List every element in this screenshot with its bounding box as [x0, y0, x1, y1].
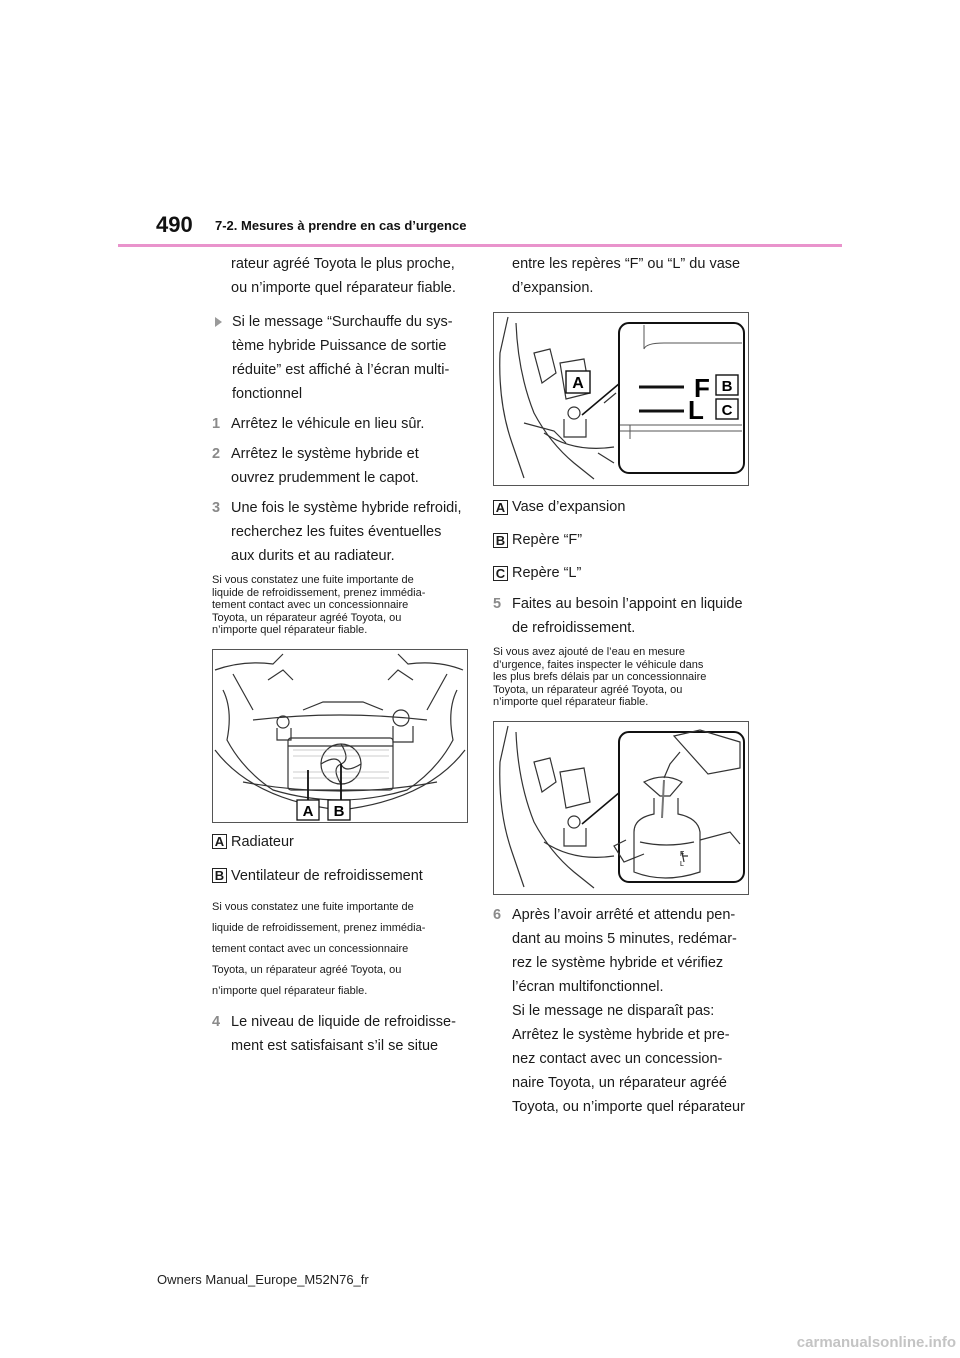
mark-f: F	[694, 373, 710, 403]
note-line: Si vous constatez une fuite importante de	[212, 900, 414, 913]
note-line: les plus brefs délais par un concessionnaire	[493, 671, 707, 683]
step-2	[212, 442, 470, 490]
note-line: n’importe quel réparateur fiable.	[212, 624, 368, 636]
figure-label-a: A	[302, 802, 314, 820]
text-line: entre les repères “F” ou “L” du vase	[512, 256, 741, 272]
legend-item-fan	[212, 865, 470, 887]
radiator-illustration	[212, 649, 468, 823]
legend-list	[493, 496, 749, 584]
note-line: liquide de refroidissement, prenez immédia-	[212, 921, 426, 934]
intro-paragraph	[493, 252, 749, 300]
header-rule	[118, 244, 842, 247]
refill-illustration	[493, 721, 749, 895]
step-3	[212, 496, 470, 568]
step-number: 2	[212, 446, 221, 462]
legend-item-mark-l	[493, 562, 749, 584]
page-number: 490	[156, 212, 193, 237]
right-column	[493, 252, 749, 1119]
text-line: Arrêtez le véhicule en lieu sûr.	[231, 416, 425, 432]
triangle-bullet-icon	[215, 317, 222, 327]
legend-item-expansion-tank	[493, 496, 749, 518]
text-line: Le niveau de liquide de refroidisse-	[231, 1013, 456, 1030]
intro-paragraph	[212, 252, 470, 300]
text-line: Si le message ne disparaît pas:	[512, 1002, 715, 1019]
legend-text: Ventilateur de refroidissement	[231, 867, 423, 884]
note-line: tement contact avec un concessionnaire	[212, 599, 409, 611]
expansion-tank-illustration	[493, 312, 749, 486]
tank-mark-f: F	[680, 850, 685, 858]
text-line: Si le message “Surchauffe du sys-	[232, 314, 453, 330]
legend-item-radiator	[212, 831, 470, 853]
step-4	[212, 1010, 470, 1058]
text-line: Arrêtez le système hybride et pre-	[512, 1026, 730, 1043]
legend-key: A	[493, 500, 508, 515]
legend-list	[212, 831, 470, 887]
text-line: ouvrez prudemment le capot.	[231, 470, 419, 486]
text-line: ou n’importe quel réparateur fiable.	[231, 280, 456, 296]
mark-l: L	[688, 395, 704, 425]
text-line: Après l’avoir arrêté et attendu pen-	[512, 906, 736, 923]
note-line: liquide de refroidissement, prenez immédia-	[212, 586, 426, 599]
figure-label-b: B	[721, 378, 733, 395]
legend-text: Radiateur	[231, 833, 294, 850]
text-line: de refroidissement.	[512, 620, 636, 636]
text-line: tème hybride Puissance de sortie	[232, 338, 447, 354]
text-line: recherchez les fuites éventuelles	[231, 524, 442, 540]
legend-text: Repère “L”	[512, 565, 582, 581]
note-3	[493, 646, 749, 709]
note-line: tement contact avec un concessionnaire	[212, 942, 409, 955]
note-line: n’importe quel réparateur fiable.	[212, 984, 368, 997]
section-title: 7-2. Mesures à prendre en cas d’urgence	[215, 218, 467, 233]
note-line: Toyota, un réparateur agréé Toyota, ou	[493, 683, 683, 696]
engine-bay-radiator-drawing	[213, 650, 467, 822]
note-line: Toyota, un réparateur agréé Toyota, ou	[212, 611, 402, 624]
text-line: réduite” est affiché à l’écran multi-	[232, 362, 450, 378]
legend-key: C	[493, 566, 508, 581]
legend-key: B	[493, 533, 508, 548]
step-1	[212, 412, 470, 436]
step-number: 5	[493, 596, 502, 612]
figure-label-a: A	[572, 375, 584, 392]
left-column	[212, 252, 470, 1058]
text-line: fonctionnel	[232, 386, 303, 402]
legend-text: Vase d’expansion	[512, 499, 626, 515]
text-line: Arrêtez le système hybride et	[231, 446, 419, 462]
text-line: l’écran multifonctionnel.	[512, 978, 664, 995]
text-line: ment est satisfaisant s’il se situe	[231, 1037, 439, 1054]
figure-label-c: C	[721, 402, 733, 419]
text-line: Une fois le système hybride refroidi,	[231, 500, 462, 516]
text-line: aux durits et au radiateur.	[231, 548, 395, 564]
legend-key: A	[212, 834, 227, 849]
note-1	[212, 574, 470, 637]
text-line: Faites au besoin l’appoint en liquide	[512, 596, 743, 612]
footer-manual-name: Owners Manual_Europe_M52N76_fr	[157, 1272, 369, 1287]
legend-key: B	[212, 868, 227, 883]
step-number: 4	[212, 1013, 221, 1030]
tank-mark-l: L	[680, 860, 684, 868]
expansion-tank-drawing	[494, 313, 748, 485]
legend-item-mark-f	[493, 529, 749, 551]
note-2	[212, 897, 470, 1002]
text-line: nez contact avec un concession-	[512, 1050, 723, 1067]
watermark: carmanualsonline.info	[796, 1334, 956, 1351]
text-line: naire Toyota, un réparateur agréé	[512, 1074, 727, 1091]
legend-text: Repère “F”	[512, 532, 583, 548]
step-number: 3	[212, 500, 221, 516]
text-line: Toyota, ou n’importe quel réparateur	[512, 1098, 745, 1115]
note-line: d’urgence, faites inspecter le véhicule dans	[493, 658, 704, 671]
note-line: n’importe quel réparateur fiable.	[493, 696, 649, 708]
text-line: dant au moins 5 minutes, redémar-	[512, 930, 737, 947]
step-6	[493, 903, 749, 1119]
note-line: Toyota, un réparateur agréé Toyota, ou	[212, 963, 402, 976]
step-number: 6	[493, 906, 502, 923]
coolant-refill-drawing	[494, 722, 748, 894]
figure-label-b: B	[333, 802, 345, 820]
note-line: Si vous constatez une fuite importante de	[212, 574, 414, 586]
step-number: 1	[212, 416, 221, 432]
text-line: rez le système hybride et vérifiez	[512, 954, 724, 971]
text-line: rateur agréé Toyota le plus proche,	[231, 256, 455, 272]
note-line: Si vous avez ajouté de l’eau en mesure	[493, 646, 686, 658]
step-5	[493, 592, 749, 640]
text-line: d’expansion.	[512, 280, 594, 296]
bullet-heading	[212, 310, 470, 406]
